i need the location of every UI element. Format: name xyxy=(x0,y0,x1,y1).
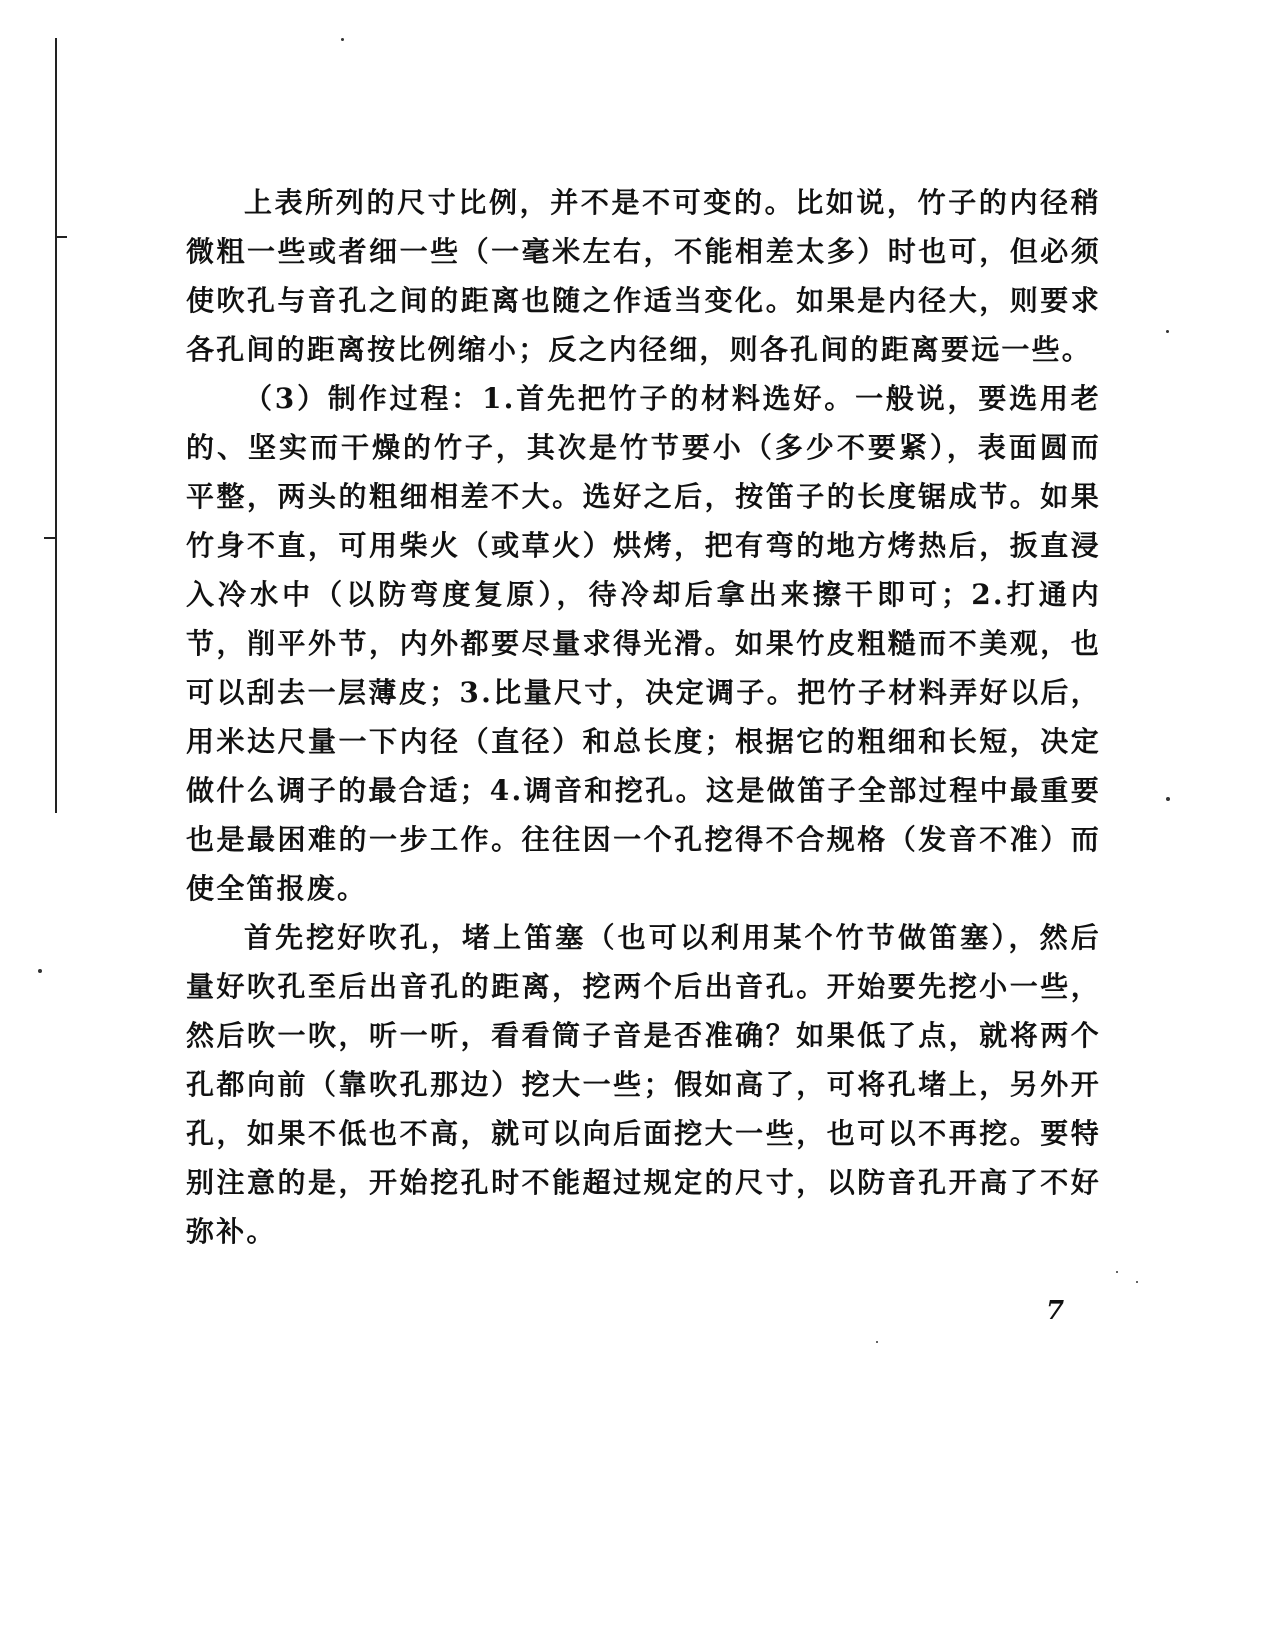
binding-tick-mark xyxy=(44,537,56,539)
page-number: 7 xyxy=(1046,1296,1065,1326)
scan-speck xyxy=(1166,797,1170,801)
paragraph: 上表所列的尺寸比例，并不是不可变的。比如说，竹子的内径稍微粗一些或者细一些（一毫米左右，不能相差太多）时也可，但必须使吹孔与音孔之间的距离也随之作适当变化。如果是内径大，则要求各孔间的距离按比例缩小；反之内径细，则各孔间的距离要远一些。 xyxy=(186,186,1101,366)
scan-speck xyxy=(38,969,42,973)
binding-edge-line xyxy=(55,38,57,813)
paragraph: 首先挖好吹孔，堵上笛塞（也可以利用某个竹节做笛塞），然后量好吹孔至后出音孔的距离，挖两个后出音孔。开始要先挖小一些，然后吹一吹，听一听，看看筒子音是否准确？如果低了点，就将两个孔都向前（靠吹孔那边）挖大一些；假如高了，可将孔堵上，另外开孔，如果不低也不高，就可以向后面挖大一些，也可以不再挖。要特别注意的是，开始挖孔时不能超过规定的尺寸，以防音孔开高了不好弥补。 xyxy=(186,921,1101,1248)
scan-speck xyxy=(1166,330,1169,333)
body-text xyxy=(186,178,1101,1256)
paragraph: （3）制作过程：1.首先把竹子的材料选好。一般说，要选用老的、坚实而干燥的竹子，其次是竹节要小（多少不要紧），表面圆而平整，两头的粗细相差不大。选好之后，按笛子的长度锯成节。如果竹身不直，可用柴火（或草火）烘烤，把有弯的地方烤热后，扳直浸入冷水中（以防弯度复原），待冷却后拿出来擦干即可；2.打通内节，削平外节，内外都要尽量求得光滑。如果竹皮粗糙而不美观，也可以刮去一层薄皮；3.比量尺寸，决定调子。把竹子材料弄好以后，用米达尺量一下内径（直径）和总长度；根据它的粗细和长短，决定做什么调子的最合适；4.调音和挖孔。这是做笛子全部过程中最重要也是最困难的一步工作。往往因一个孔挖得不合规格（发音不准）而使全笛报废。 xyxy=(186,382,1101,905)
scan-speck xyxy=(876,1341,878,1343)
binding-tick-mark xyxy=(55,236,67,238)
scan-speck xyxy=(341,38,344,41)
scan-speck xyxy=(1116,1271,1118,1273)
scan-speck xyxy=(1136,1281,1138,1283)
